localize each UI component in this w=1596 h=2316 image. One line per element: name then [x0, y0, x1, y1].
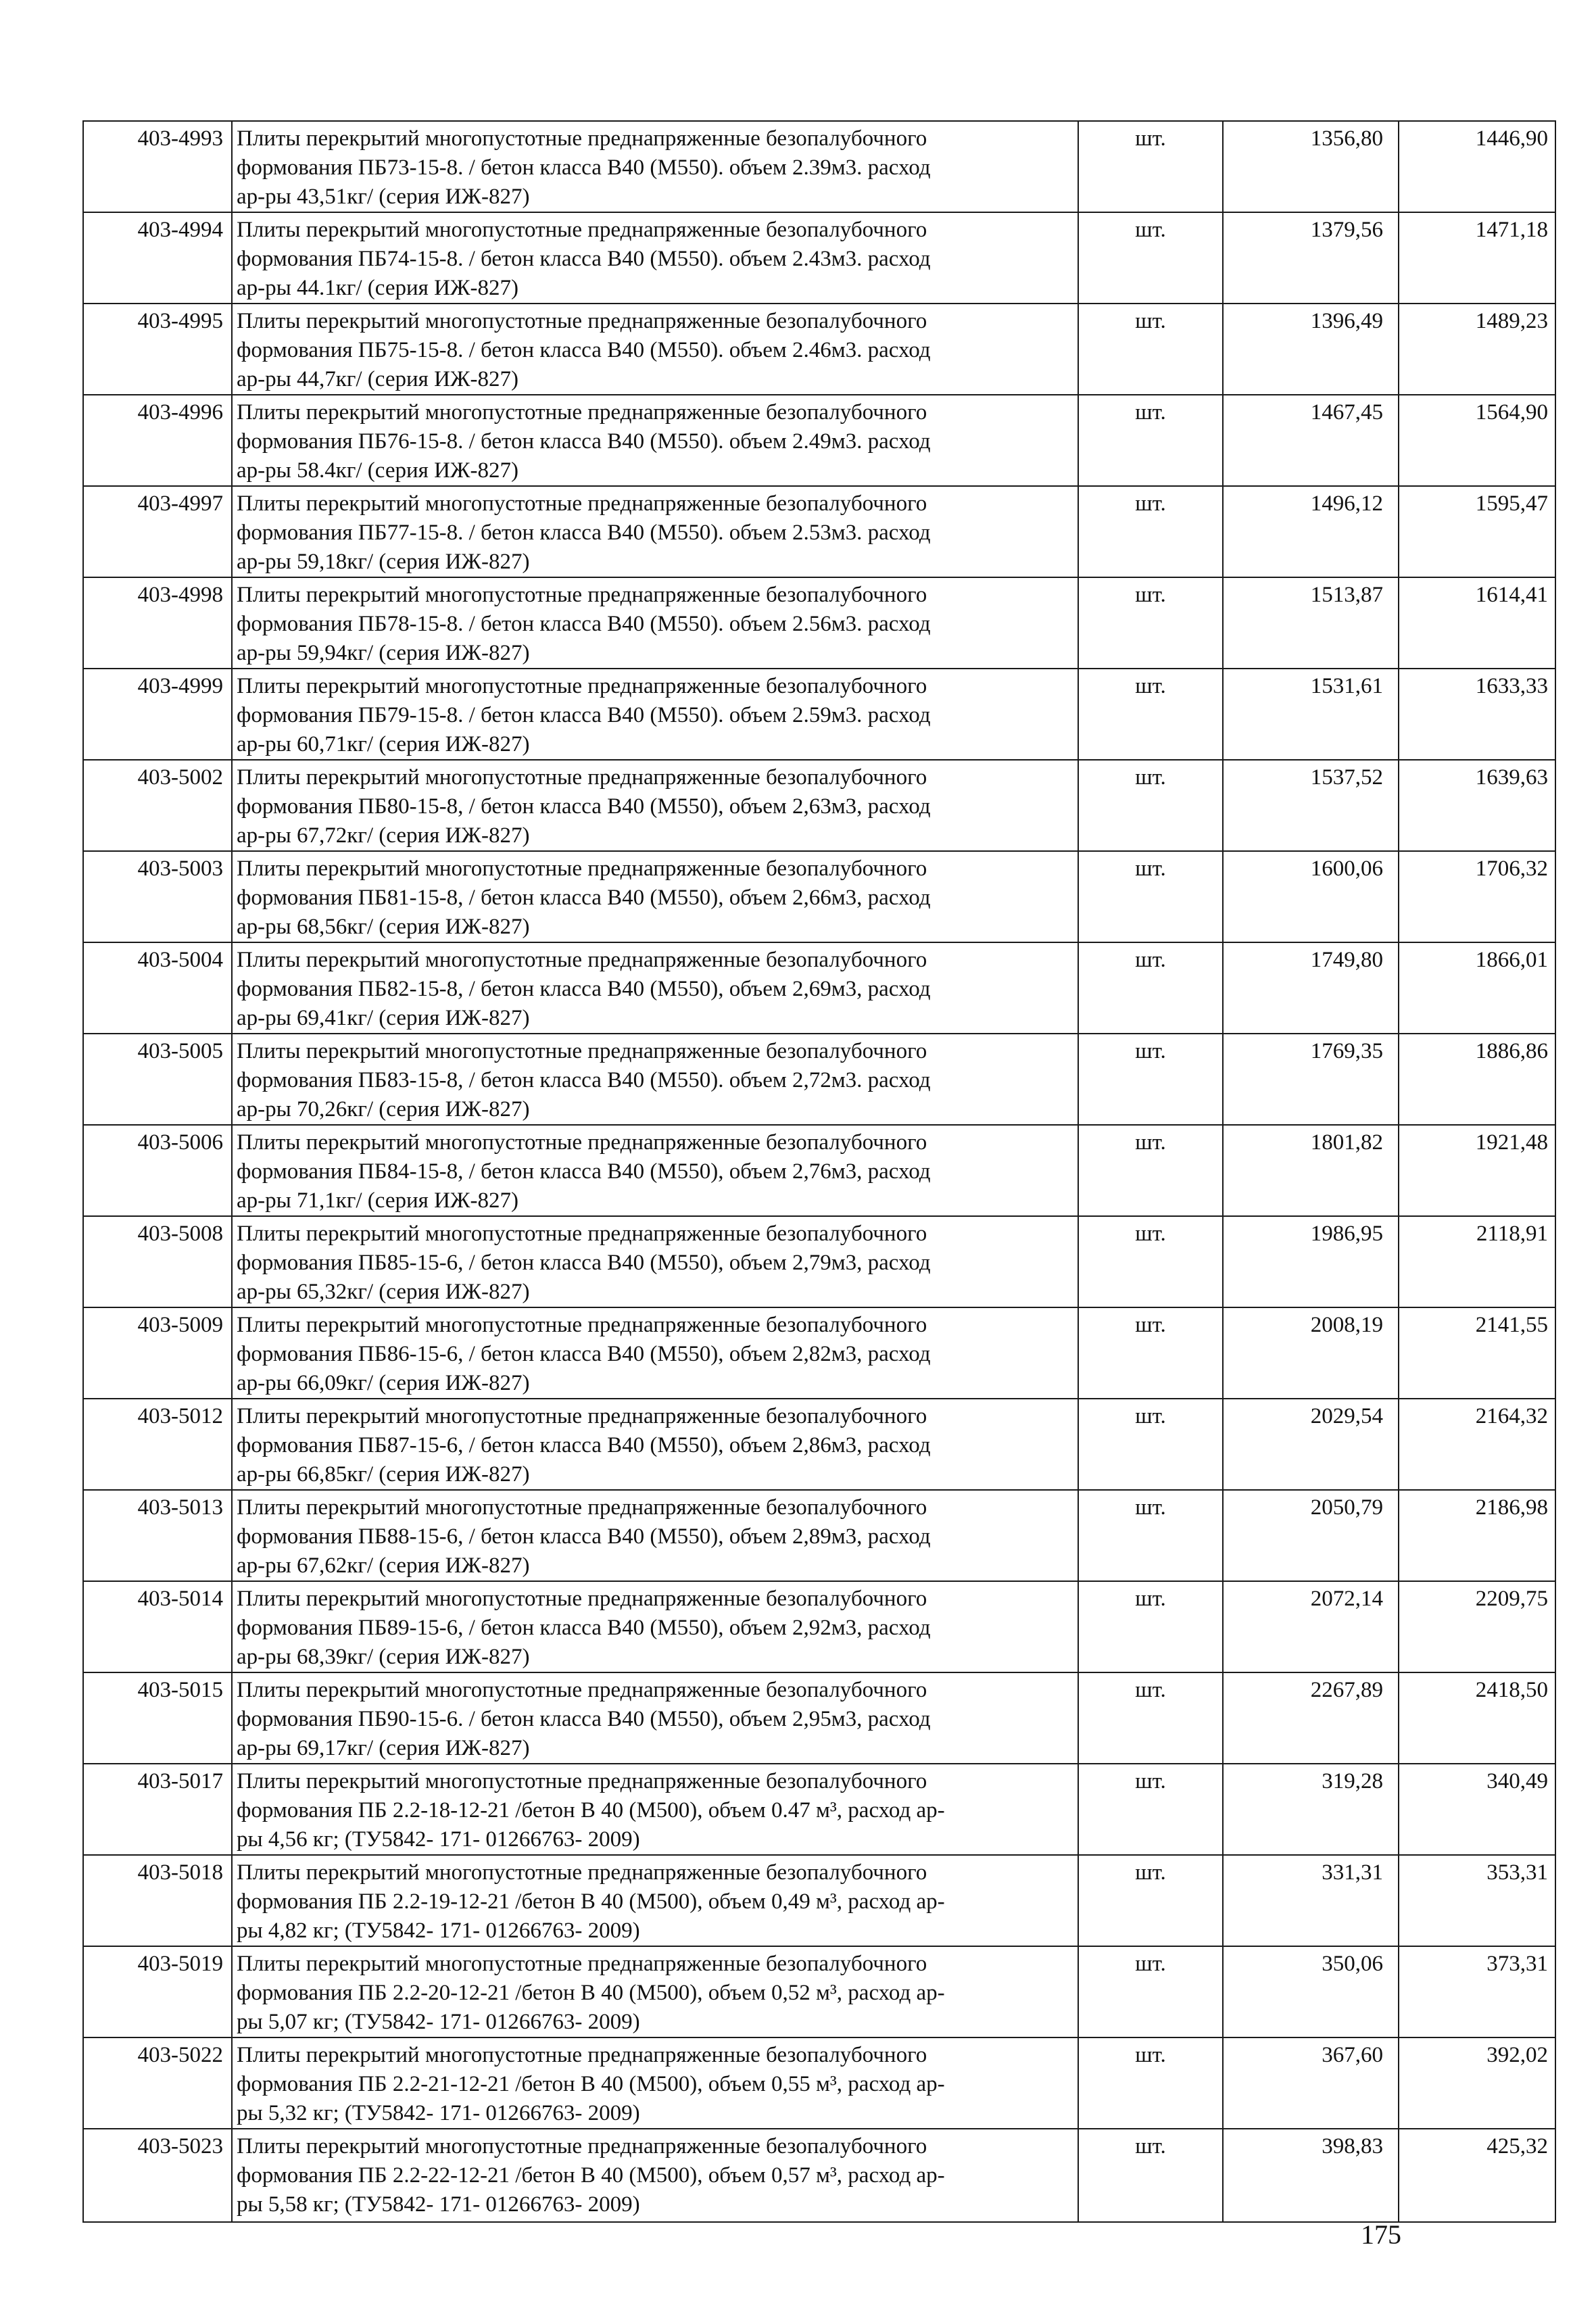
price-text-2: 1706,32: [1475, 857, 1548, 881]
price-text-2: 2164,32: [1475, 1404, 1548, 1428]
item-description-text: Плиты перекрытий многопустотные преднапряженные безопалубочного формования ПБ88-15-6, / бетон класса В40 (М550), объем 2,89м3, расход ар-ры 67,62кг/ (серия ИЖ-827): [237, 1495, 931, 1578]
price-text-1: 2008,19: [1310, 1313, 1383, 1337]
price-text-1: 350,06: [1322, 1952, 1383, 1976]
table-row: [83, 395, 1555, 486]
price-cell-2: [1399, 1216, 1555, 1307]
item-code-cell: [83, 1399, 232, 1490]
unit-cell: [1078, 1855, 1223, 1946]
item-description-cell: [232, 1581, 1078, 1672]
item-description-text: Плиты перекрытий многопустотные преднапряженные безопалубочного формования ПБ83-15-8, / бетон класса В40 (М550). объем 2,72м3. расход ар-ры 70,26кг/ (серия ИЖ-827): [237, 1039, 931, 1121]
item-code-text: 403-5023: [137, 2134, 223, 2158]
item-description-cell: [232, 577, 1078, 669]
price-cell-1: [1223, 1307, 1399, 1399]
price-cell-1: [1223, 212, 1399, 304]
item-code-text: 403-5018: [137, 1860, 223, 1885]
unit-cell: [1078, 851, 1223, 942]
item-description-cell: [232, 851, 1078, 942]
unit-cell: [1078, 1581, 1223, 1672]
unit-text: шт.: [1135, 1495, 1166, 1520]
item-code-text: 403-5008: [137, 1222, 223, 1246]
item-description-cell: [232, 1034, 1078, 1125]
price-cell-1: [1223, 486, 1399, 577]
item-description-text: Плиты перекрытий многопустотные преднапряженные безопалубочного формования ПБ 2.2-21-12-21 /бетон В 40 (М500), объем 0,55 м³, расход ар- ры 5,32 кг; (ТУ5842- 171- 01266763- 2009): [237, 2043, 945, 2125]
item-code-cell: [83, 1672, 232, 1764]
price-text-2: 1446,90: [1475, 126, 1548, 151]
unit-cell: [1078, 1307, 1223, 1399]
unit-text: шт.: [1135, 1039, 1166, 1063]
item-description-text: Плиты перекрытий многопустотные преднапряженные безопалубочного формования ПБ86-15-6, / бетон класса В40 (М550), объем 2,82м3, расход ар-ры 66,09кг/ (серия ИЖ-827): [237, 1313, 931, 1395]
item-code-text: 403-4993: [137, 126, 223, 151]
item-code-text: 403-5013: [137, 1495, 223, 1520]
price-cell-1: [1223, 1946, 1399, 2037]
table-row: [83, 1034, 1555, 1125]
table-row: [83, 1764, 1555, 1855]
table-row: [83, 1307, 1555, 1399]
price-text-2: 392,02: [1486, 2043, 1548, 2067]
price-text-2: 1921,48: [1475, 1130, 1548, 1155]
item-code-text: 403-5005: [137, 1039, 223, 1063]
item-code-cell: [83, 1216, 232, 1307]
table-row: [83, 851, 1555, 942]
table-row: [83, 1581, 1555, 1672]
price-text-1: 2050,79: [1310, 1495, 1383, 1520]
price-cell-2: [1399, 486, 1555, 577]
price-cell-2: [1399, 1307, 1555, 1399]
item-description-cell: [232, 395, 1078, 486]
item-code-cell: [83, 1490, 232, 1581]
page-number: 175: [1361, 2219, 1401, 2250]
item-description-cell: [232, 1672, 1078, 1764]
unit-text: шт.: [1135, 491, 1166, 516]
item-code-cell: [83, 304, 232, 395]
unit-cell: [1078, 2037, 1223, 2129]
price-cell-2: [1399, 395, 1555, 486]
table-row: [83, 1855, 1555, 1946]
unit-cell: [1078, 942, 1223, 1034]
item-description-text: Плиты перекрытий многопустотные преднапряженные безопалубочного формования ПБ 2.2-19-12-21 /бетон В 40 (М500), объем 0,49 м³, расход ар- ры 4,82 кг; (ТУ5842- 171- 01266763- 2009): [237, 1860, 945, 1943]
item-code-cell: [83, 395, 232, 486]
item-description-cell: [232, 304, 1078, 395]
unit-text: шт.: [1135, 1769, 1166, 1793]
table-row: [83, 121, 1555, 212]
unit-cell: [1078, 212, 1223, 304]
item-description-text: Плиты перекрытий многопустотные преднапряженные безопалубочного формования ПБ87-15-6, / бетон класса В40 (М550), объем 2,86м3, расход ар-ры 66,85кг/ (серия ИЖ-827): [237, 1404, 931, 1487]
price-text-1: 1801,82: [1310, 1130, 1383, 1155]
price-cell-1: [1223, 304, 1399, 395]
price-cell-1: [1223, 1034, 1399, 1125]
item-description-cell: [232, 121, 1078, 212]
unit-text: шт.: [1135, 1587, 1166, 1611]
item-description-text: Плиты перекрытий многопустотные преднапряженные безопалубочного формования ПБ 2.2-18-12-21 /бетон В 40 (М500), объем 0.47 м³, расход ар- ры 4,56 кг; (ТУ5842- 171- 01266763- 2009): [237, 1769, 945, 1852]
price-text-1: 2029,54: [1310, 1404, 1383, 1428]
price-text-2: 2118,91: [1476, 1222, 1548, 1246]
price-text-2: 2141,55: [1475, 1313, 1548, 1337]
price-text-2: 353,31: [1486, 1860, 1548, 1885]
unit-cell: [1078, 1216, 1223, 1307]
price-text-1: 398,83: [1322, 2134, 1383, 2158]
price-text-2: 1639,63: [1475, 765, 1548, 790]
item-code-cell: [83, 760, 232, 851]
item-code-cell: [83, 851, 232, 942]
item-code-text: 403-5009: [137, 1313, 223, 1337]
table-row: [83, 942, 1555, 1034]
item-code-text: 403-4997: [137, 491, 223, 516]
table-row: [83, 1399, 1555, 1490]
item-description-cell: [232, 669, 1078, 760]
table-row: [83, 1946, 1555, 2037]
item-description-text: Плиты перекрытий многопустотные преднапряженные безопалубочного формования ПБ82-15-8, / бетон класса В40 (М550), объем 2,69м3, расход ар-ры 69,41кг/ (серия ИЖ-827): [237, 948, 931, 1030]
price-cell-1: [1223, 121, 1399, 212]
unit-cell: [1078, 1034, 1223, 1125]
price-cell-2: [1399, 304, 1555, 395]
price-cell-1: [1223, 1672, 1399, 1764]
price-cell-2: [1399, 1034, 1555, 1125]
item-code-cell: [83, 2037, 232, 2129]
unit-cell: [1078, 2129, 1223, 2222]
unit-text: шт.: [1135, 583, 1166, 607]
item-description-cell: [232, 486, 1078, 577]
price-cell-1: [1223, 395, 1399, 486]
unit-text: шт.: [1135, 1313, 1166, 1337]
price-text-1: 1379,56: [1310, 218, 1383, 242]
price-cell-2: [1399, 2129, 1555, 2222]
price-text-1: 1496,12: [1310, 491, 1383, 516]
item-code-text: 403-4996: [137, 400, 223, 425]
price-cell-2: [1399, 760, 1555, 851]
item-code-cell: [83, 486, 232, 577]
price-cell-2: [1399, 1672, 1555, 1764]
item-description-text: Плиты перекрытий многопустотные преднапряженные безопалубочного формования ПБ89-15-6, / бетон класса В40 (М550), объем 2,92м3, расход ар-ры 68,39кг/ (серия ИЖ-827): [237, 1587, 931, 1669]
item-description-cell: [232, 942, 1078, 1034]
unit-text: шт.: [1135, 765, 1166, 790]
item-description-text: Плиты перекрытий многопустотные преднапряженные безопалубочного формования ПБ 2.2-22-12-21 /бетон В 40 (М500), объем 0,57 м³, расход ар- ры 5,58 кг; (ТУ5842- 171- 01266763- 2009): [237, 2134, 945, 2217]
price-text-2: 2186,98: [1475, 1495, 1548, 1520]
price-text-2: 1489,23: [1475, 309, 1548, 333]
item-description-text: Плиты перекрытий многопустотные преднапряженные безопалубочного формования ПБ84-15-8, / бетон класса В40 (М550), объем 2,76м3, расход ар-ры 71,1кг/ (серия ИЖ-827): [237, 1130, 931, 1213]
price-cell-2: [1399, 121, 1555, 212]
item-description-text: Плиты перекрытий многопустотные преднапряженные безопалубочного формования ПБ81-15-8, / бетон класса В40 (М550), объем 2,66м3, расход ар-ры 68,56кг/ (серия ИЖ-827): [237, 857, 931, 939]
item-code-text: 403-5022: [137, 2043, 223, 2067]
unit-text: шт.: [1135, 309, 1166, 333]
unit-cell: [1078, 486, 1223, 577]
price-cell-2: [1399, 1490, 1555, 1581]
item-code-cell: [83, 1125, 232, 1216]
price-table: [82, 120, 1556, 2223]
item-description-text: Плиты перекрытий многопустотные преднапряженные безопалубочного формования ПБ85-15-6, / бетон класса В40 (М550), объем 2,79м3, расход ар-ры 65,32кг/ (серия ИЖ-827): [237, 1222, 931, 1304]
price-cell-1: [1223, 942, 1399, 1034]
item-code-text: 403-4999: [137, 674, 223, 698]
item-code-text: 403-5017: [137, 1769, 223, 1793]
item-description-cell: [232, 1125, 1078, 1216]
unit-text: шт.: [1135, 1404, 1166, 1428]
price-cell-2: [1399, 1764, 1555, 1855]
price-text-2: 1614,41: [1475, 583, 1548, 607]
item-code-text: 403-5004: [137, 948, 223, 972]
table-row: [83, 760, 1555, 851]
unit-text: шт.: [1135, 674, 1166, 698]
price-text-1: 1396,49: [1310, 309, 1383, 333]
table-row: [83, 486, 1555, 577]
unit-cell: [1078, 1672, 1223, 1764]
price-cell-2: [1399, 942, 1555, 1034]
price-text-1: 1600,06: [1310, 857, 1383, 881]
unit-text: шт.: [1135, 400, 1166, 425]
price-text-2: 1886,86: [1475, 1039, 1548, 1063]
table-row: [83, 577, 1555, 669]
item-description-text: Плиты перекрытий многопустотные преднапряженные безопалубочного формования ПБ74-15-8. / бетон класса В40 (М550). объем 2.43м3. расход ар-ры 44.1кг/ (серия ИЖ-827): [237, 218, 931, 300]
price-text-2: 2209,75: [1475, 1587, 1548, 1611]
price-cell-1: [1223, 1216, 1399, 1307]
price-text-2: 1595,47: [1475, 491, 1548, 516]
price-cell-1: [1223, 1581, 1399, 1672]
item-code-cell: [83, 212, 232, 304]
price-cell-1: [1223, 1855, 1399, 1946]
unit-text: шт.: [1135, 857, 1166, 881]
price-cell-2: [1399, 669, 1555, 760]
price-text-1: 1537,52: [1310, 765, 1383, 790]
price-cell-2: [1399, 1855, 1555, 1946]
unit-cell: [1078, 1490, 1223, 1581]
price-text-1: 2267,89: [1310, 1678, 1383, 1702]
unit-cell: [1078, 121, 1223, 212]
item-code-cell: [83, 669, 232, 760]
price-cell-2: [1399, 1399, 1555, 1490]
item-code-text: 403-4998: [137, 583, 223, 607]
price-cell-1: [1223, 851, 1399, 942]
price-text-2: 340,49: [1486, 1769, 1548, 1793]
price-cell-2: [1399, 1581, 1555, 1672]
unit-text: шт.: [1135, 218, 1166, 242]
price-cell-1: [1223, 2129, 1399, 2222]
item-description-cell: [232, 2129, 1078, 2222]
item-description-cell: [232, 1764, 1078, 1855]
table-row: [83, 2129, 1555, 2222]
price-text-1: 1749,80: [1310, 948, 1383, 972]
unit-cell: [1078, 1946, 1223, 2037]
price-cell-1: [1223, 760, 1399, 851]
price-cell-2: [1399, 1946, 1555, 2037]
item-description-cell: [232, 212, 1078, 304]
price-text-1: 367,60: [1322, 2043, 1383, 2067]
unit-text: шт.: [1135, 1130, 1166, 1155]
price-cell-2: [1399, 1125, 1555, 1216]
unit-text: шт.: [1135, 126, 1166, 151]
price-text-2: 1564,90: [1475, 400, 1548, 425]
price-text-1: 319,28: [1322, 1769, 1383, 1793]
item-code-text: 403-5006: [137, 1130, 223, 1155]
item-description-text: Плиты перекрытий многопустотные преднапряженные безопалубочного формования ПБ75-15-8. / бетон класса В40 (М550). объем 2.46м3. расход ар-ры 44,7кг/ (серия ИЖ-827): [237, 309, 931, 391]
price-text-2: 2418,50: [1475, 1678, 1548, 1702]
price-text-2: 1471,18: [1475, 218, 1548, 242]
price-text-2: 373,31: [1486, 1952, 1548, 1976]
price-text-1: 331,31: [1322, 1860, 1383, 1885]
unit-text: шт.: [1135, 2043, 1166, 2067]
item-description-text: Плиты перекрытий многопустотные преднапряженные безопалубочного формования ПБ 2.2-20-12-21 /бетон В 40 (М500), объем 0,52 м³, расход ар- ры 5,07 кг; (ТУ5842- 171- 01266763- 2009): [237, 1952, 945, 2034]
item-code-cell: [83, 1034, 232, 1125]
table-row: [83, 669, 1555, 760]
unit-cell: [1078, 395, 1223, 486]
item-description-text: Плиты перекрытий многопустотные преднапряженные безопалубочного формования ПБ90-15-6. / бетон класса В40 (М550), объем 2,95м3, расход ар-ры 69,17кг/ (серия ИЖ-827): [237, 1678, 931, 1760]
item-code-text: 403-5019: [137, 1952, 223, 1976]
item-code-text: 403-5003: [137, 857, 223, 881]
price-text-2: 1633,33: [1475, 674, 1548, 698]
unit-cell: [1078, 669, 1223, 760]
item-code-cell: [83, 1581, 232, 1672]
unit-text: шт.: [1135, 948, 1166, 972]
price-cell-1: [1223, 2037, 1399, 2129]
unit-cell: [1078, 577, 1223, 669]
unit-cell: [1078, 304, 1223, 395]
item-code-text: 403-5015: [137, 1678, 223, 1702]
item-description-cell: [232, 1855, 1078, 1946]
table-row: [83, 1125, 1555, 1216]
price-text-2: 425,32: [1486, 2134, 1548, 2158]
price-cell-2: [1399, 2037, 1555, 2129]
price-cell-1: [1223, 577, 1399, 669]
unit-text: шт.: [1135, 1678, 1166, 1702]
item-description-cell: [232, 2037, 1078, 2129]
item-code-cell: [83, 2129, 232, 2222]
item-code-text: 403-4994: [137, 218, 223, 242]
table-row: [83, 1216, 1555, 1307]
item-description-text: Плиты перекрытий многопустотные преднапряженные безопалубочного формования ПБ80-15-8, / бетон класса В40 (М550), объем 2,63м3, расход ар-ры 67,72кг/ (серия ИЖ-827): [237, 765, 931, 848]
item-description-cell: [232, 1216, 1078, 1307]
price-cell-1: [1223, 1490, 1399, 1581]
price-cell-2: [1399, 577, 1555, 669]
price-cell-2: [1399, 212, 1555, 304]
item-code-cell: [83, 1946, 232, 2037]
item-code-text: 403-5002: [137, 765, 223, 790]
price-text-1: 1513,87: [1310, 583, 1383, 607]
item-code-cell: [83, 577, 232, 669]
price-text-1: 1769,35: [1310, 1039, 1383, 1063]
item-code-text: 403-5012: [137, 1404, 223, 1428]
item-description-text: Плиты перекрытий многопустотные преднапряженные безопалубочного формования ПБ76-15-8. / бетон класса В40 (М550). объем 2.49м3. расход ар-ры 58.4кг/ (серия ИЖ-827): [237, 400, 931, 483]
item-code-cell: [83, 942, 232, 1034]
price-cell-2: [1399, 851, 1555, 942]
unit-cell: [1078, 1399, 1223, 1490]
price-cell-1: [1223, 1125, 1399, 1216]
unit-text: шт.: [1135, 1222, 1166, 1246]
item-description-cell: [232, 1307, 1078, 1399]
price-text-1: 1356,80: [1310, 126, 1383, 151]
price-text-1: 1467,45: [1310, 400, 1383, 425]
price-cell-1: [1223, 669, 1399, 760]
item-description-text: Плиты перекрытий многопустотные преднапряженные безопалубочного формования ПБ77-15-8. / бетон класса В40 (М550). объем 2.53м3. расход ар-ры 59,18кг/ (серия ИЖ-827): [237, 491, 931, 574]
price-text-1: 2072,14: [1310, 1587, 1383, 1611]
unit-cell: [1078, 1125, 1223, 1216]
price-text-2: 1866,01: [1475, 948, 1548, 972]
table-row: [83, 1672, 1555, 1764]
item-description-text: Плиты перекрытий многопустотные преднапряженные безопалубочного формования ПБ79-15-8. / бетон класса В40 (М550). объем 2.59м3. расход ар-ры 60,71кг/ (серия ИЖ-827): [237, 674, 931, 756]
unit-text: шт.: [1135, 1860, 1166, 1885]
item-code-text: 403-4995: [137, 309, 223, 333]
unit-cell: [1078, 1764, 1223, 1855]
item-description-cell: [232, 1490, 1078, 1581]
item-description-cell: [232, 1946, 1078, 2037]
item-code-cell: [83, 121, 232, 212]
item-description-text: Плиты перекрытий многопустотные преднапряженные безопалубочного формования ПБ73-15-8. / бетон класса В40 (М550). объем 2.39м3. расход ар-ры 43,51кг/ (серия ИЖ-827): [237, 126, 931, 209]
item-description-text: Плиты перекрытий многопустотные преднапряженные безопалубочного формования ПБ78-15-8. / бетон класса В40 (М550). объем 2.56м3. расход ар-ры 59,94кг/ (серия ИЖ-827): [237, 583, 931, 665]
item-description-cell: [232, 760, 1078, 851]
table-row: [83, 212, 1555, 304]
item-code-cell: [83, 1764, 232, 1855]
price-cell-1: [1223, 1399, 1399, 1490]
price-text-1: 1986,95: [1310, 1222, 1383, 1246]
table-row: [83, 2037, 1555, 2129]
price-cell-1: [1223, 1764, 1399, 1855]
item-description-cell: [232, 1399, 1078, 1490]
price-text-1: 1531,61: [1310, 674, 1383, 698]
unit-cell: [1078, 760, 1223, 851]
table-row: [83, 304, 1555, 395]
item-code-text: 403-5014: [137, 1587, 223, 1611]
unit-text: шт.: [1135, 1952, 1166, 1976]
table-row: [83, 1490, 1555, 1581]
item-code-cell: [83, 1855, 232, 1946]
unit-text: шт.: [1135, 2134, 1166, 2158]
item-code-cell: [83, 1307, 232, 1399]
price-table-body: [83, 121, 1555, 2222]
